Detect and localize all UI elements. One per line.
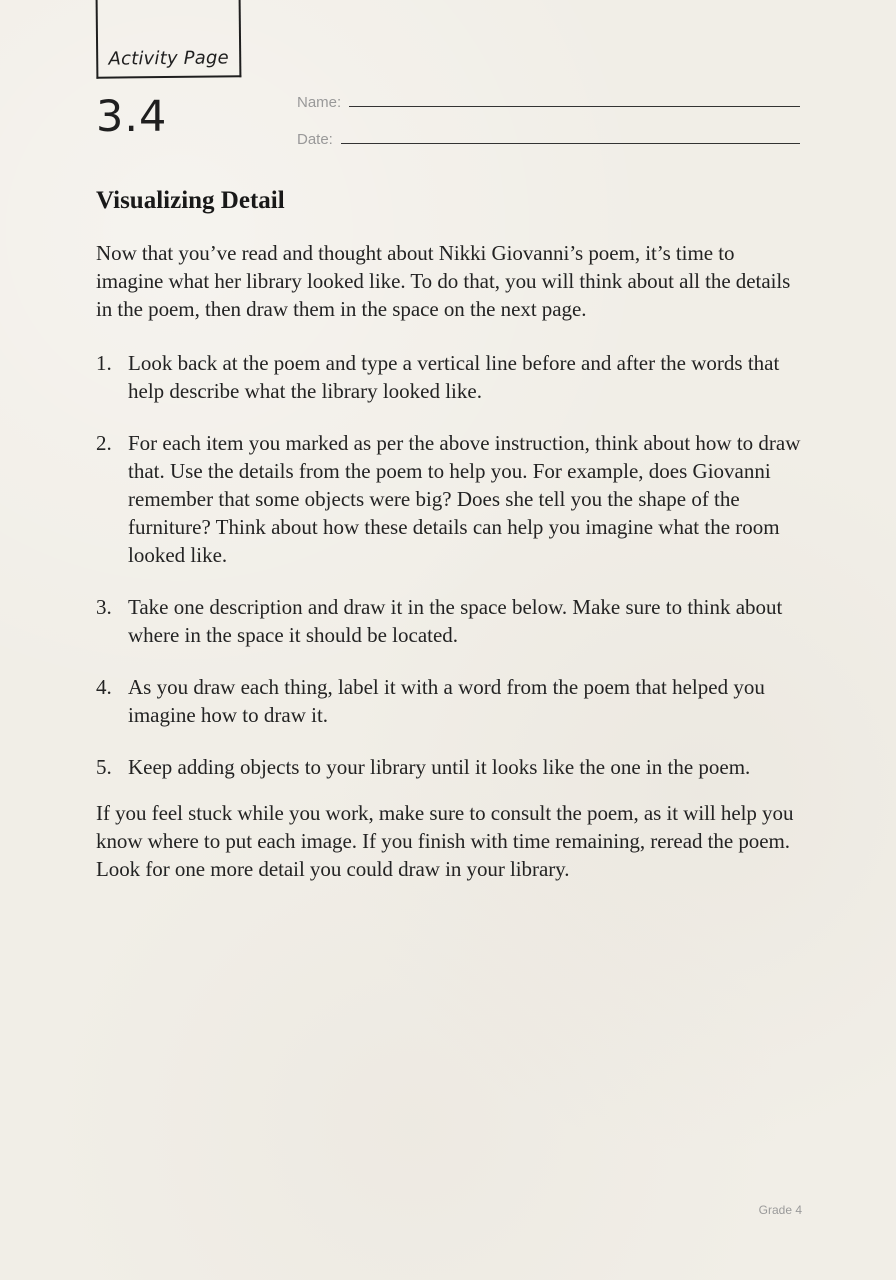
step-number: 4. (96, 675, 112, 699)
step-number: 3. (96, 595, 112, 619)
instruction-list (96, 349, 806, 781)
step-text: As you draw each thing, label it with a word from the poem that helped you imagine how to draw it. (128, 675, 765, 727)
grade-footer: Grade 4 (758, 1203, 802, 1217)
step-number: 2. (96, 431, 112, 455)
instruction-step-1 (96, 349, 806, 405)
instruction-step-4 (96, 673, 806, 729)
instruction-step-2 (96, 429, 806, 569)
step-number: 1. (96, 351, 112, 375)
instruction-step-3 (96, 593, 806, 649)
name-field (297, 89, 800, 111)
name-line (349, 106, 800, 107)
activity-page-tab (96, 0, 242, 79)
date-line (341, 143, 800, 144)
step-text: For each item you marked as per the above instruction, think about how to draw that. Use the details from the poem to help you. For example, does Giovanni remember that some objects were big? Does she tell you the shape of the furniture? Think about how these details can help you imagine what the room looked like. (128, 431, 801, 567)
page-number: 3.4 (96, 92, 168, 142)
step-number: 5. (96, 755, 112, 779)
intro-paragraph: Now that you’ve read and thought about Nikki Giovanni’s poem, it’s time to imagine what her library looked like. To do that, you will think about all the details in the poem, then draw them in the space on the next page. (96, 241, 791, 321)
worksheet-title: Visualizing Detail (96, 187, 285, 214)
closing-paragraph: If you feel stuck while you work, make sure to consult the poem, as it will help you know where to put each image. If you finish with time remaining, reread the poem. Look for one more detail you could draw in your library. (96, 801, 794, 881)
worksheet-content (96, 186, 806, 883)
name-label: Name: (297, 94, 342, 111)
date-field (297, 126, 800, 148)
activity-page-label: Activity Page (108, 47, 229, 70)
step-text: Take one description and draw it in the space below. Make sure to think about where in the space it should be located. (128, 595, 783, 647)
step-text: Look back at the poem and type a vertical line before and after the words that help describe what the library looked like. (128, 351, 780, 403)
step-text: Keep adding objects to your library until it looks like the one in the poem. (128, 755, 751, 779)
instruction-step-5 (96, 753, 806, 781)
date-label: Date: (297, 131, 333, 148)
